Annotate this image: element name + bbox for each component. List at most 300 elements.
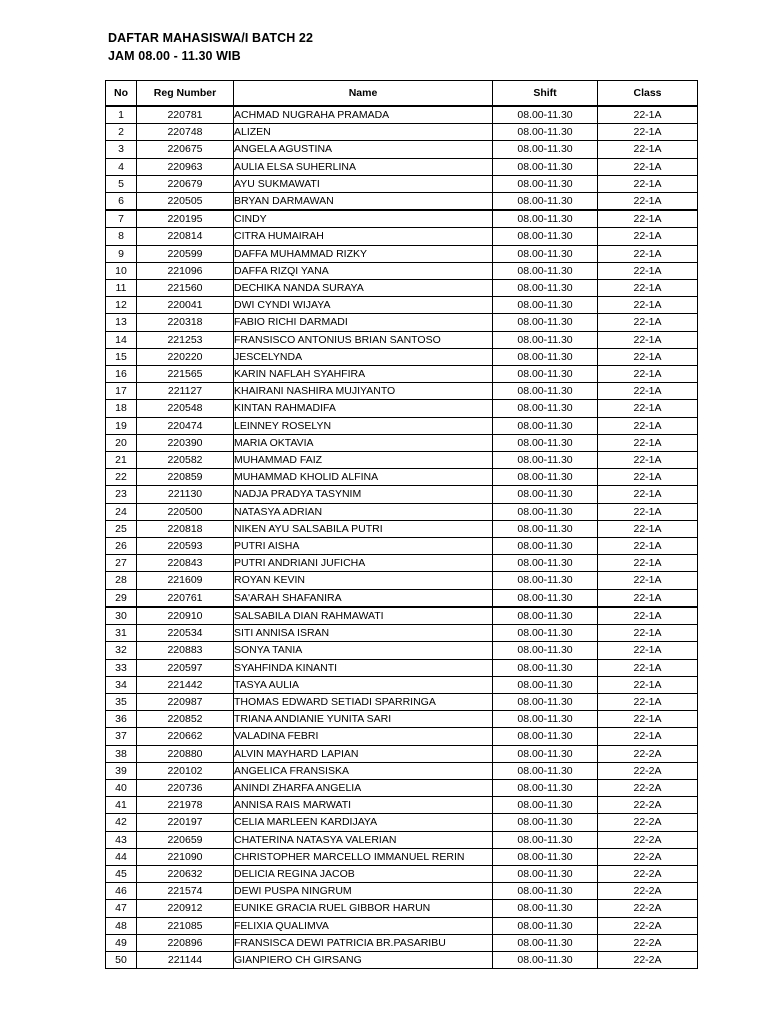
cell-shift: 08.00-11.30 xyxy=(493,848,598,865)
cell-name: CELIA MARLEEN KARDIJAYA xyxy=(234,814,493,831)
cell-name: ANNISA RAIS MARWATI xyxy=(234,797,493,814)
cell-shift: 08.00-11.30 xyxy=(493,245,598,262)
table-row xyxy=(106,366,698,383)
table-row xyxy=(106,555,698,572)
cell-reg-number: 220593 xyxy=(137,538,234,555)
cell-class: 22-1A xyxy=(598,245,698,262)
table-row xyxy=(106,538,698,555)
cell-reg-number: 220599 xyxy=(137,245,234,262)
cell-no: 47 xyxy=(106,900,137,917)
cell-reg-number: 221978 xyxy=(137,797,234,814)
cell-no: 33 xyxy=(106,659,137,676)
cell-no: 45 xyxy=(106,865,137,882)
cell-class: 22-1A xyxy=(598,589,698,607)
cell-name: DEWI PUSPA NINGRUM xyxy=(234,883,493,900)
cell-name: CHRISTOPHER MARCELLO IMMANUEL RERIN xyxy=(234,848,493,865)
cell-name: BRYAN DARMAWAN xyxy=(234,193,493,211)
cell-shift: 08.00-11.30 xyxy=(493,745,598,762)
table-row xyxy=(106,900,698,917)
cell-reg-number: 221096 xyxy=(137,262,234,279)
cell-reg-number: 220675 xyxy=(137,141,234,158)
cell-reg-number: 220195 xyxy=(137,210,234,228)
cell-no: 29 xyxy=(106,589,137,607)
table-row xyxy=(106,262,698,279)
cell-class: 22-1A xyxy=(598,676,698,693)
cell-no: 18 xyxy=(106,400,137,417)
cell-no: 25 xyxy=(106,520,137,537)
cell-class: 22-1A xyxy=(598,693,698,710)
table-row xyxy=(106,503,698,520)
cell-name: PUTRI ANDRIANI JUFICHA xyxy=(234,555,493,572)
table-body xyxy=(106,106,698,969)
cell-shift: 08.00-11.30 xyxy=(493,625,598,642)
table-row xyxy=(106,951,698,968)
cell-class: 22-1A xyxy=(598,210,698,228)
cell-shift: 08.00-11.30 xyxy=(493,728,598,745)
cell-reg-number: 220912 xyxy=(137,900,234,917)
cell-class: 22-2A xyxy=(598,831,698,848)
cell-name: MUHAMMAD FAIZ xyxy=(234,452,493,469)
cell-class: 22-1A xyxy=(598,383,698,400)
cell-reg-number: 220597 xyxy=(137,659,234,676)
cell-no: 15 xyxy=(106,348,137,365)
cell-reg-number: 220505 xyxy=(137,193,234,211)
cell-shift: 08.00-11.30 xyxy=(493,158,598,175)
cell-class: 22-1A xyxy=(598,366,698,383)
table-row xyxy=(106,572,698,589)
cell-name: FELIXIA QUALIMVA xyxy=(234,917,493,934)
cell-shift: 08.00-11.30 xyxy=(493,434,598,451)
cell-class: 22-1A xyxy=(598,400,698,417)
cell-no: 22 xyxy=(106,469,137,486)
cell-shift: 08.00-11.30 xyxy=(493,314,598,331)
cell-name: SYAHFINDA KINANTI xyxy=(234,659,493,676)
cell-class: 22-1A xyxy=(598,158,698,175)
cell-shift: 08.00-11.30 xyxy=(493,865,598,882)
cell-shift: 08.00-11.30 xyxy=(493,262,598,279)
cell-no: 12 xyxy=(106,297,137,314)
table-row xyxy=(106,175,698,192)
cell-no: 41 xyxy=(106,797,137,814)
table-row xyxy=(106,728,698,745)
table-row xyxy=(106,314,698,331)
table-row xyxy=(106,814,698,831)
cell-shift: 08.00-11.30 xyxy=(493,348,598,365)
cell-reg-number: 220987 xyxy=(137,693,234,710)
table-row xyxy=(106,607,698,625)
cell-reg-number: 220896 xyxy=(137,934,234,951)
cell-reg-number: 220852 xyxy=(137,711,234,728)
cell-class: 22-1A xyxy=(598,520,698,537)
cell-name: NIKEN AYU SALSABILA PUTRI xyxy=(234,520,493,537)
table-row xyxy=(106,848,698,865)
cell-reg-number: 220548 xyxy=(137,400,234,417)
cell-reg-number: 220814 xyxy=(137,228,234,245)
table-row xyxy=(106,141,698,158)
cell-no: 39 xyxy=(106,762,137,779)
cell-shift: 08.00-11.30 xyxy=(493,814,598,831)
cell-no: 19 xyxy=(106,417,137,434)
cell-no: 46 xyxy=(106,883,137,900)
table-row xyxy=(106,745,698,762)
cell-reg-number: 220582 xyxy=(137,452,234,469)
cell-no: 26 xyxy=(106,538,137,555)
cell-class: 22-1A xyxy=(598,434,698,451)
cell-name: DELICIA REGINA JACOB xyxy=(234,865,493,882)
cell-name: KINTAN RAHMADIFA xyxy=(234,400,493,417)
cell-shift: 08.00-11.30 xyxy=(493,659,598,676)
cell-no: 27 xyxy=(106,555,137,572)
cell-class: 22-1A xyxy=(598,711,698,728)
cell-name: LEINNEY ROSELYN xyxy=(234,417,493,434)
cell-class: 22-2A xyxy=(598,865,698,882)
cell-reg-number: 220679 xyxy=(137,175,234,192)
table-row xyxy=(106,297,698,314)
cell-class: 22-1A xyxy=(598,314,698,331)
cell-reg-number: 220883 xyxy=(137,642,234,659)
table-row xyxy=(106,659,698,676)
cell-reg-number: 220102 xyxy=(137,762,234,779)
column-header-reg-number: Reg Number xyxy=(137,81,234,107)
cell-shift: 08.00-11.30 xyxy=(493,693,598,710)
cell-class: 22-2A xyxy=(598,814,698,831)
cell-no: 48 xyxy=(106,917,137,934)
cell-reg-number: 220318 xyxy=(137,314,234,331)
cell-name: DWI CYNDI WIJAYA xyxy=(234,297,493,314)
cell-no: 14 xyxy=(106,331,137,348)
cell-reg-number: 220220 xyxy=(137,348,234,365)
cell-shift: 08.00-11.30 xyxy=(493,175,598,192)
cell-name: CHATERINA NATASYA VALERIAN xyxy=(234,831,493,848)
cell-reg-number: 221565 xyxy=(137,366,234,383)
cell-name: CINDY xyxy=(234,210,493,228)
student-table xyxy=(105,80,698,969)
cell-class: 22-1A xyxy=(598,175,698,192)
cell-name: DAFFA RIZQI YANA xyxy=(234,262,493,279)
cell-class: 22-1A xyxy=(598,555,698,572)
cell-class: 22-2A xyxy=(598,900,698,917)
cell-no: 44 xyxy=(106,848,137,865)
cell-no: 9 xyxy=(106,245,137,262)
cell-class: 22-2A xyxy=(598,797,698,814)
table-row xyxy=(106,124,698,141)
table-row xyxy=(106,589,698,607)
cell-no: 37 xyxy=(106,728,137,745)
cell-class: 22-1A xyxy=(598,417,698,434)
cell-class: 22-1A xyxy=(598,642,698,659)
cell-no: 7 xyxy=(106,210,137,228)
cell-shift: 08.00-11.30 xyxy=(493,934,598,951)
cell-shift: 08.00-11.30 xyxy=(493,607,598,625)
cell-no: 28 xyxy=(106,572,137,589)
cell-shift: 08.00-11.30 xyxy=(493,951,598,968)
cell-reg-number: 221090 xyxy=(137,848,234,865)
cell-name: MUHAMMAD KHOLID ALFINA xyxy=(234,469,493,486)
document-title: DAFTAR MAHASISWA/I BATCH 22 xyxy=(108,31,314,45)
table-row xyxy=(106,520,698,537)
cell-class: 22-1A xyxy=(598,297,698,314)
table-row xyxy=(106,762,698,779)
cell-reg-number: 221130 xyxy=(137,486,234,503)
cell-name: JESCELYNDA xyxy=(234,348,493,365)
cell-name: CITRA HUMAIRAH xyxy=(234,228,493,245)
table-row xyxy=(106,934,698,951)
cell-reg-number: 220474 xyxy=(137,417,234,434)
table-row xyxy=(106,348,698,365)
cell-shift: 08.00-11.30 xyxy=(493,589,598,607)
table-row xyxy=(106,417,698,434)
table-row xyxy=(106,642,698,659)
table-row xyxy=(106,693,698,710)
cell-name: SONYA TANIA xyxy=(234,642,493,659)
table-header-row xyxy=(106,81,698,107)
cell-class: 22-2A xyxy=(598,934,698,951)
table-row xyxy=(106,625,698,642)
cell-reg-number: 220963 xyxy=(137,158,234,175)
cell-shift: 08.00-11.30 xyxy=(493,831,598,848)
cell-shift: 08.00-11.30 xyxy=(493,297,598,314)
cell-shift: 08.00-11.30 xyxy=(493,711,598,728)
cell-name: KARIN NAFLAH SYAHFIRA xyxy=(234,366,493,383)
cell-name: ALVIN MAYHARD LAPIAN xyxy=(234,745,493,762)
cell-no: 40 xyxy=(106,779,137,796)
cell-no: 35 xyxy=(106,693,137,710)
cell-no: 13 xyxy=(106,314,137,331)
table-row xyxy=(106,469,698,486)
table-row xyxy=(106,797,698,814)
cell-shift: 08.00-11.30 xyxy=(493,228,598,245)
cell-shift: 08.00-11.30 xyxy=(493,486,598,503)
cell-name: NADJA PRADYA TASYNIM xyxy=(234,486,493,503)
cell-class: 22-1A xyxy=(598,193,698,211)
cell-reg-number: 220761 xyxy=(137,589,234,607)
cell-name: EUNIKE GRACIA RUEL GIBBOR HARUN xyxy=(234,900,493,917)
cell-shift: 08.00-11.30 xyxy=(493,917,598,934)
cell-name: DECHIKA NANDA SURAYA xyxy=(234,280,493,297)
cell-reg-number: 220041 xyxy=(137,297,234,314)
cell-reg-number: 220500 xyxy=(137,503,234,520)
table-row xyxy=(106,331,698,348)
cell-shift: 08.00-11.30 xyxy=(493,193,598,211)
cell-reg-number: 221609 xyxy=(137,572,234,589)
cell-no: 6 xyxy=(106,193,137,211)
table-row xyxy=(106,711,698,728)
cell-class: 22-1A xyxy=(598,331,698,348)
cell-class: 22-2A xyxy=(598,745,698,762)
cell-class: 22-1A xyxy=(598,469,698,486)
cell-name: FRANSISCA DEWI PATRICIA BR.PASARIBU xyxy=(234,934,493,951)
cell-shift: 08.00-11.30 xyxy=(493,280,598,297)
cell-shift: 08.00-11.30 xyxy=(493,469,598,486)
cell-name: VALADINA FEBRI xyxy=(234,728,493,745)
table-row xyxy=(106,865,698,882)
table-row xyxy=(106,400,698,417)
table-row xyxy=(106,193,698,211)
table-row xyxy=(106,434,698,451)
cell-no: 38 xyxy=(106,745,137,762)
cell-name: ANINDI ZHARFA ANGELIA xyxy=(234,779,493,796)
cell-reg-number: 221442 xyxy=(137,676,234,693)
cell-name: AULIA ELSA SUHERLINA xyxy=(234,158,493,175)
cell-reg-number: 220659 xyxy=(137,831,234,848)
cell-shift: 08.00-11.30 xyxy=(493,762,598,779)
cell-shift: 08.00-11.30 xyxy=(493,779,598,796)
cell-no: 4 xyxy=(106,158,137,175)
column-header-name: Name xyxy=(234,81,493,107)
cell-class: 22-1A xyxy=(598,625,698,642)
table-row xyxy=(106,228,698,245)
column-header-no: No xyxy=(106,81,137,107)
cell-class: 22-2A xyxy=(598,762,698,779)
cell-name: ROYAN KEVIN xyxy=(234,572,493,589)
cell-reg-number: 220390 xyxy=(137,434,234,451)
cell-no: 30 xyxy=(106,607,137,625)
cell-no: 8 xyxy=(106,228,137,245)
cell-no: 2 xyxy=(106,124,137,141)
cell-shift: 08.00-11.30 xyxy=(493,555,598,572)
cell-shift: 08.00-11.30 xyxy=(493,572,598,589)
cell-shift: 08.00-11.30 xyxy=(493,417,598,434)
cell-shift: 08.00-11.30 xyxy=(493,106,598,124)
cell-reg-number: 221085 xyxy=(137,917,234,934)
cell-name: TRIANA ANDIANIE YUNITA SARI xyxy=(234,711,493,728)
cell-class: 22-2A xyxy=(598,917,698,934)
cell-shift: 08.00-11.30 xyxy=(493,141,598,158)
cell-name: FRANSISCO ANTONIUS BRIAN SANTOSO xyxy=(234,331,493,348)
cell-class: 22-2A xyxy=(598,779,698,796)
cell-reg-number: 221253 xyxy=(137,331,234,348)
table-row xyxy=(106,486,698,503)
cell-reg-number: 220662 xyxy=(137,728,234,745)
cell-name: AYU SUKMAWATI xyxy=(234,175,493,192)
cell-class: 22-1A xyxy=(598,452,698,469)
cell-class: 22-1A xyxy=(598,607,698,625)
cell-reg-number: 220843 xyxy=(137,555,234,572)
cell-class: 22-1A xyxy=(598,728,698,745)
cell-name: ANGELICA FRANSISKA xyxy=(234,762,493,779)
cell-class: 22-1A xyxy=(598,228,698,245)
cell-class: 22-1A xyxy=(598,106,698,124)
cell-shift: 08.00-11.30 xyxy=(493,124,598,141)
cell-reg-number: 221560 xyxy=(137,280,234,297)
cell-name: ALIZEN xyxy=(234,124,493,141)
cell-shift: 08.00-11.30 xyxy=(493,383,598,400)
cell-shift: 08.00-11.30 xyxy=(493,366,598,383)
cell-shift: 08.00-11.30 xyxy=(493,452,598,469)
cell-name: FABIO RICHI DARMADI xyxy=(234,314,493,331)
table-row xyxy=(106,917,698,934)
cell-shift: 08.00-11.30 xyxy=(493,331,598,348)
column-header-class: Class xyxy=(598,81,698,107)
cell-no: 11 xyxy=(106,280,137,297)
cell-no: 1 xyxy=(106,106,137,124)
cell-name: SALSABILA DIAN RAHMAWATI xyxy=(234,607,493,625)
cell-class: 22-1A xyxy=(598,262,698,279)
cell-shift: 08.00-11.30 xyxy=(493,400,598,417)
cell-shift: 08.00-11.30 xyxy=(493,210,598,228)
table-row xyxy=(106,210,698,228)
cell-reg-number: 220534 xyxy=(137,625,234,642)
cell-no: 23 xyxy=(106,486,137,503)
cell-name: DAFFA MUHAMMAD RIZKY xyxy=(234,245,493,262)
cell-class: 22-1A xyxy=(598,141,698,158)
cell-reg-number: 220859 xyxy=(137,469,234,486)
cell-class: 22-1A xyxy=(598,486,698,503)
cell-no: 5 xyxy=(106,175,137,192)
cell-no: 17 xyxy=(106,383,137,400)
cell-reg-number: 220910 xyxy=(137,607,234,625)
cell-no: 3 xyxy=(106,141,137,158)
cell-reg-number: 220880 xyxy=(137,745,234,762)
cell-no: 43 xyxy=(106,831,137,848)
cell-no: 16 xyxy=(106,366,137,383)
cell-shift: 08.00-11.30 xyxy=(493,900,598,917)
cell-reg-number: 220781 xyxy=(137,106,234,124)
cell-name: PUTRI AISHA xyxy=(234,538,493,555)
cell-class: 22-2A xyxy=(598,951,698,968)
table-row xyxy=(106,779,698,796)
cell-reg-number: 220748 xyxy=(137,124,234,141)
table-row xyxy=(106,280,698,297)
cell-name: GIANPIERO CH GIRSANG xyxy=(234,951,493,968)
table-row xyxy=(106,383,698,400)
cell-class: 22-1A xyxy=(598,503,698,520)
column-header-shift: Shift xyxy=(493,81,598,107)
cell-no: 34 xyxy=(106,676,137,693)
cell-no: 32 xyxy=(106,642,137,659)
cell-reg-number: 220197 xyxy=(137,814,234,831)
table-row xyxy=(106,831,698,848)
cell-name: SITI ANNISA ISRAN xyxy=(234,625,493,642)
cell-name: SA'ARAH SHAFANIRA xyxy=(234,589,493,607)
cell-no: 31 xyxy=(106,625,137,642)
cell-no: 49 xyxy=(106,934,137,951)
cell-reg-number: 221127 xyxy=(137,383,234,400)
cell-shift: 08.00-11.30 xyxy=(493,503,598,520)
table-row xyxy=(106,452,698,469)
table-row xyxy=(106,245,698,262)
cell-no: 50 xyxy=(106,951,137,968)
cell-shift: 08.00-11.30 xyxy=(493,538,598,555)
cell-class: 22-1A xyxy=(598,348,698,365)
cell-shift: 08.00-11.30 xyxy=(493,520,598,537)
cell-name: KHAIRANI NASHIRA MUJIYANTO xyxy=(234,383,493,400)
cell-class: 22-1A xyxy=(598,572,698,589)
cell-no: 10 xyxy=(106,262,137,279)
cell-name: MARIA OKTAVIA xyxy=(234,434,493,451)
cell-name: THOMAS EDWARD SETIADI SPARRINGA xyxy=(234,693,493,710)
table-row xyxy=(106,106,698,124)
cell-reg-number: 221574 xyxy=(137,883,234,900)
cell-reg-number: 220632 xyxy=(137,865,234,882)
cell-name: ACHMAD NUGRAHA PRAMADA xyxy=(234,106,493,124)
cell-class: 22-2A xyxy=(598,883,698,900)
cell-shift: 08.00-11.30 xyxy=(493,883,598,900)
cell-shift: 08.00-11.30 xyxy=(493,676,598,693)
cell-name: ANGELA AGUSTINA xyxy=(234,141,493,158)
table-row xyxy=(106,883,698,900)
cell-class: 22-1A xyxy=(598,280,698,297)
table-row xyxy=(106,676,698,693)
cell-name: NATASYA ADRIAN xyxy=(234,503,493,520)
cell-shift: 08.00-11.30 xyxy=(493,797,598,814)
cell-no: 20 xyxy=(106,434,137,451)
cell-class: 22-1A xyxy=(598,538,698,555)
cell-reg-number: 220818 xyxy=(137,520,234,537)
cell-shift: 08.00-11.30 xyxy=(493,642,598,659)
document-subtitle: JAM 08.00 - 11.30 WIB xyxy=(108,49,241,63)
cell-no: 42 xyxy=(106,814,137,831)
